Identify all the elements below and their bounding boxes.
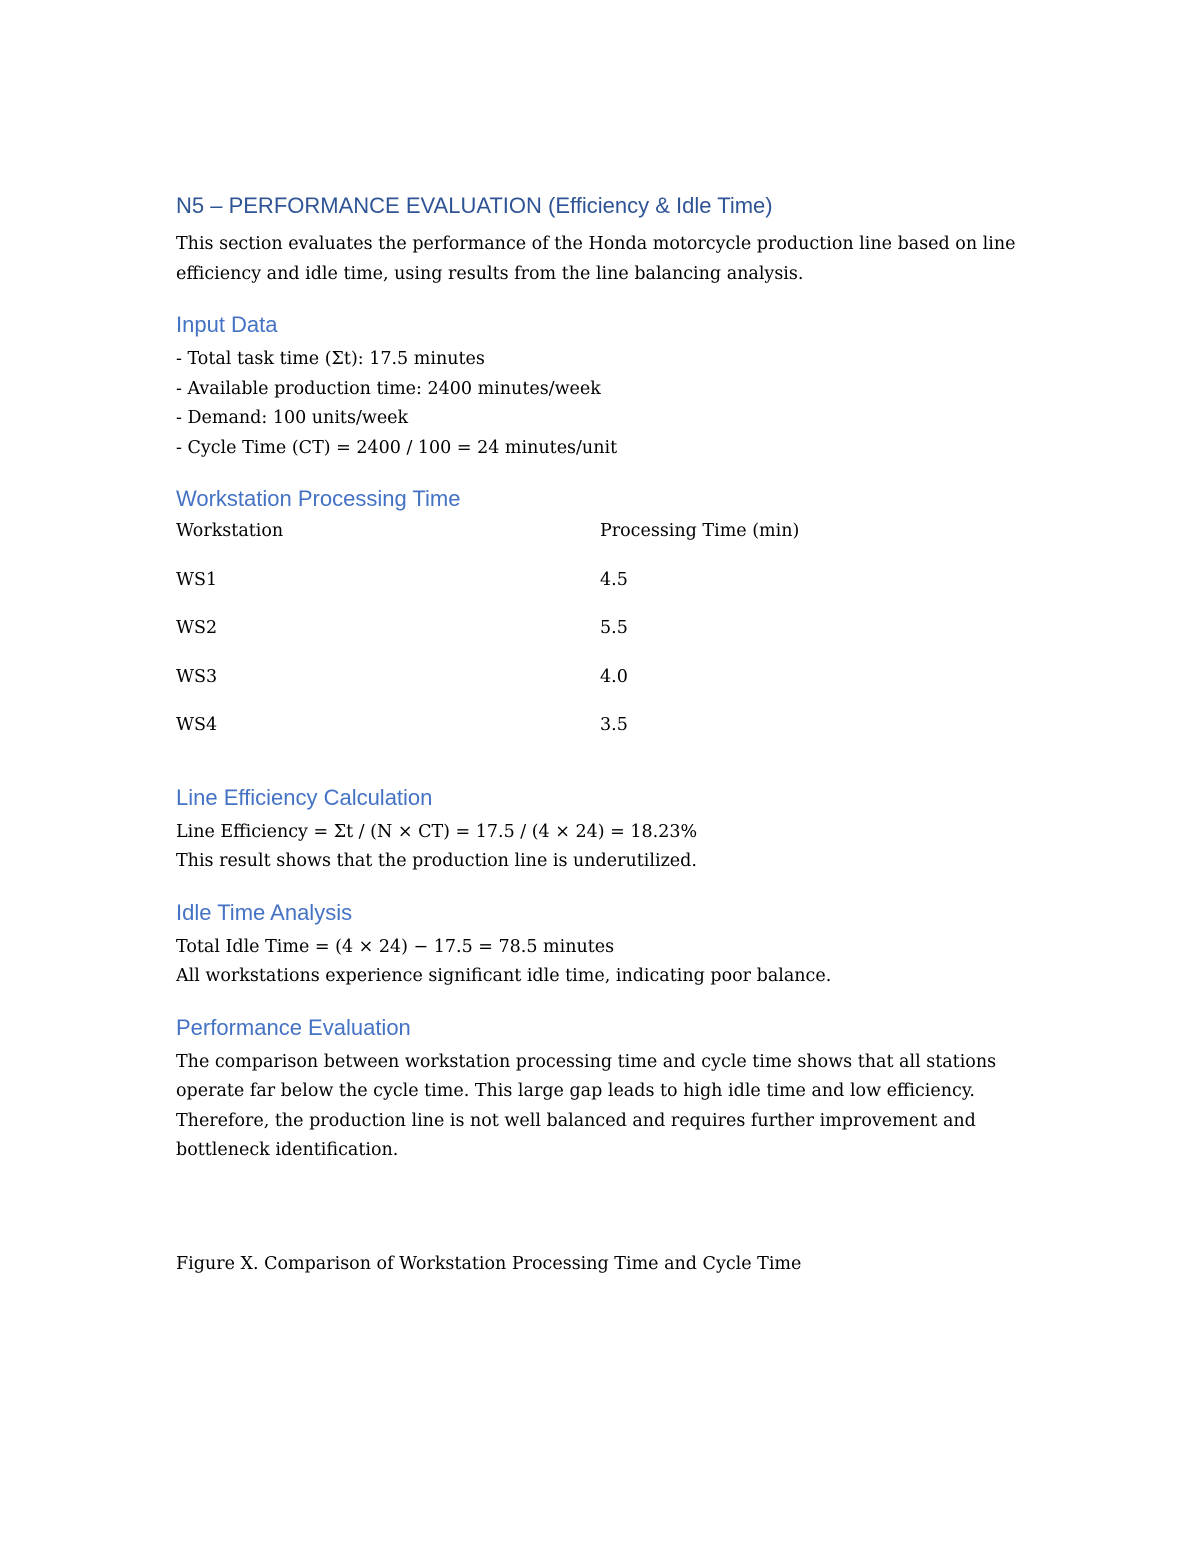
- page-title: N5 – PERFORMANCE EVALUATION (Efficiency & Idle Time): [176, 193, 773, 218]
- workstation-table: [176, 519, 876, 762]
- efficiency-note: This result shows that the production line is underutilized.: [176, 851, 697, 871]
- table-cell: WS4: [176, 715, 218, 735]
- evaluation-paragraph: The comparison between workstation processing time and cycle time shows that all stations operate far below the cycle time. This large gap leads to high idle time and low efficiency. Therefore, the production line is not well balanced and requires further improvement and bottleneck identification.: [176, 1051, 997, 1160]
- table-row: [176, 616, 876, 665]
- efficiency-heading: Line Efficiency Calculation: [176, 784, 433, 810]
- idle-heading: Idle Time Analysis: [176, 899, 353, 925]
- table-cell: 3.5: [600, 715, 628, 735]
- table-cell: 4.0: [600, 666, 628, 687]
- column-header: Workstation: [176, 521, 284, 541]
- table-cell: 4.5: [600, 569, 628, 590]
- evaluation-heading: Performance Evaluation: [176, 1014, 411, 1040]
- input-line: - Demand: 100 units/week: [176, 408, 409, 428]
- table-cell: WS3: [176, 666, 218, 687]
- table-cell: 5.5: [600, 618, 628, 638]
- efficiency-formula: Line Efficiency = Σt / (N × CT) = 17.5 / (4 × 24) = 18.23%: [176, 821, 698, 842]
- input-line: - Cycle Time (CT) = 2400 / 100 = 24 minutes/unit: [176, 437, 618, 458]
- input-line: - Total task time (Σt): 17.5 minutes: [176, 349, 485, 369]
- idle-formula: Total Idle Time = (4 × 24) − 17.5 = 78.5 minutes: [176, 936, 615, 957]
- table-cell: WS2: [176, 618, 218, 638]
- table-row: [176, 568, 876, 617]
- table-row: [176, 713, 876, 762]
- table-header-row: [176, 519, 876, 568]
- table-cell: WS1: [176, 569, 218, 590]
- idle-note: All workstations experience significant idle time, indicating poor balance.: [176, 966, 832, 986]
- input-line: - Available production time: 2400 minutes/week: [176, 378, 601, 399]
- document-body: [176, 190, 1036, 1166]
- input-data-heading: Input Data: [176, 312, 278, 337]
- column-header: Processing Time (min): [600, 521, 800, 541]
- intro-paragraph: This section evaluates the performance of the Honda motorcycle production line based on line efficiency and idle time, using results from the line balancing analysis.: [176, 234, 1016, 284]
- workstation-heading: Workstation Processing Time: [176, 486, 461, 511]
- figure-caption: Figure X. Comparison of Workstation Processing Time and Cycle Time: [176, 1254, 802, 1274]
- table-row: [176, 665, 876, 714]
